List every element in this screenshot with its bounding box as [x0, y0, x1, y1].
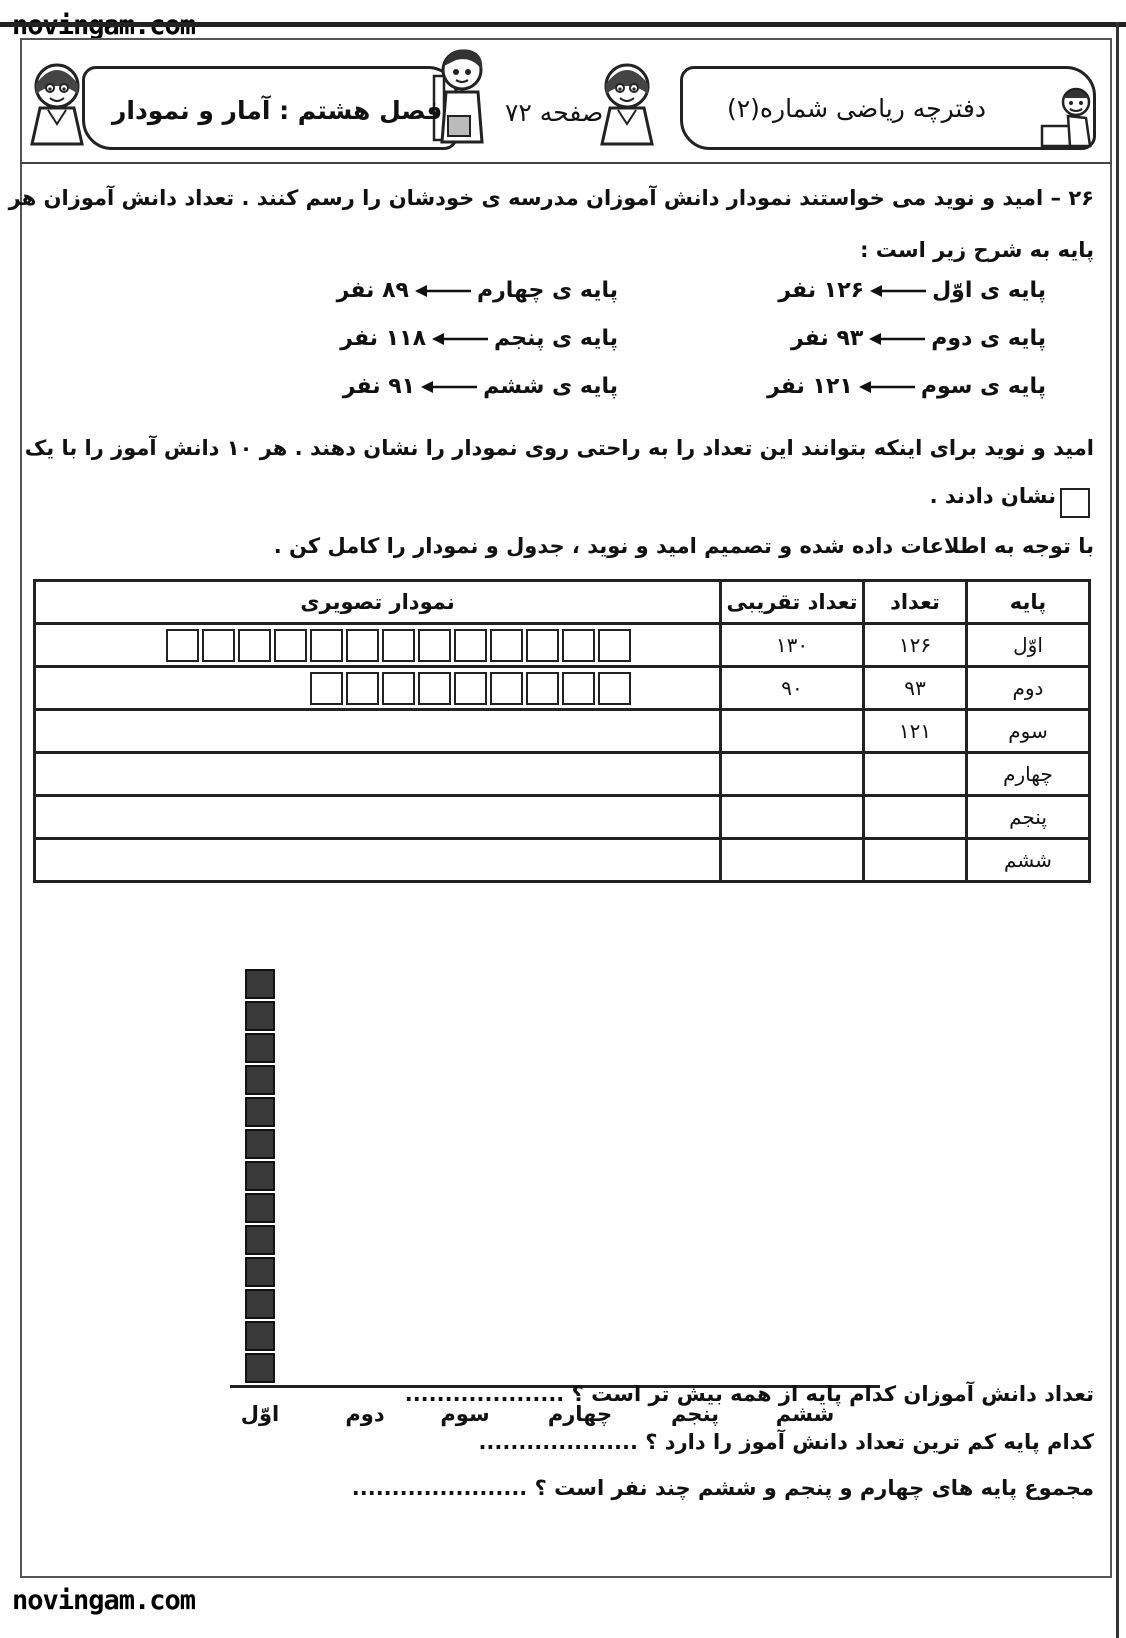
- pictogram-unit-box: [562, 629, 595, 662]
- arrow-left-icon: [432, 332, 488, 346]
- notebook-title: دفترچه ریاضی شماره(۲): [726, 94, 986, 123]
- grade-count: ۹۳ نفر: [790, 326, 864, 351]
- grade-list-item: [343, 374, 618, 399]
- header-pictogram: نمودار تصویری: [35, 581, 721, 624]
- pictogram-unit-box: [418, 629, 451, 662]
- grades-table: [33, 579, 1091, 883]
- cell-count: [864, 839, 967, 882]
- cell-pictogram: [35, 710, 721, 753]
- girl-character-icon: [596, 58, 658, 146]
- pictogram-unit-box: [202, 629, 235, 662]
- grade-name: پایه ی ششم: [483, 374, 618, 399]
- table-row: [35, 624, 1090, 667]
- grade-list-item: [337, 278, 618, 303]
- pictogram-chart: [230, 940, 890, 1426]
- question-2: کدام پایه کم ترین تعداد دانش آموز را دارد ؟ ....................: [478, 1430, 1094, 1454]
- cell-count: ۹۳: [864, 667, 967, 710]
- x-tick-label: پنجم: [670, 1402, 720, 1426]
- table-row: [35, 796, 1090, 839]
- cell-pictogram: [35, 796, 721, 839]
- question-1: تعداد دانش آموزان کدام پایه از همه بیش تر است ؟ ....................: [404, 1382, 1094, 1406]
- table-header-row: [35, 581, 1090, 624]
- arrow-left-icon: [415, 284, 471, 298]
- grade-list-item: [767, 374, 1046, 399]
- grade-list-item: [791, 326, 1046, 351]
- chapter-title: فصل هشتم : آمار و نمودار: [112, 96, 443, 125]
- x-tick-label: چهارم: [547, 1402, 613, 1426]
- cell-pictogram: [35, 667, 721, 710]
- chart-bar-unit: [245, 1033, 275, 1063]
- pictogram-unit-box: [238, 629, 271, 662]
- header-count: تعداد: [864, 581, 967, 624]
- cell-approx: ۱۳۰: [721, 624, 864, 667]
- grade-name: پایه ی دوم: [931, 326, 1046, 351]
- chart-bar-unit: [245, 969, 275, 999]
- grade-count: ۱۱۸ نفر: [340, 326, 427, 351]
- chart-bar-unit: [245, 1321, 275, 1351]
- x-tick-label: سوم: [440, 1402, 490, 1426]
- cell-pictogram: [35, 753, 721, 796]
- cell-count: [864, 796, 967, 839]
- chart-bar-unit: [245, 1129, 275, 1159]
- pictogram-unit-box: [562, 672, 595, 705]
- chart-bar-unit: [245, 1193, 275, 1223]
- x-tick-label: اوّل: [240, 1402, 280, 1426]
- problem-line-5: با توجه به اطلاعات داده شده و تصمیم امید و نوید ، جدول و نمودار را کامل کن .: [273, 534, 1094, 558]
- grade-name: پایه ی اوّل: [932, 278, 1046, 303]
- pictogram-unit-box: [454, 629, 487, 662]
- chart-bar-unit: [245, 1065, 275, 1095]
- header-grade: پایه: [967, 581, 1090, 624]
- pictogram-unit-box: [382, 672, 415, 705]
- problem-line-4: نشان دادند .: [929, 484, 1056, 508]
- arrow-left-icon: [421, 380, 477, 394]
- arrow-left-icon: [870, 284, 926, 298]
- x-tick-label: دوم: [345, 1402, 385, 1426]
- chart-bar-unit: [245, 1289, 275, 1319]
- cell-approx: [721, 839, 864, 882]
- problem-line-1: ۲۶ – امید و نوید می خواستند نمودار دانش آموزان مدرسه ی خودشان را رسم کنند . تعداد دانش آموزان هر: [8, 186, 1094, 210]
- grade-count: ۸۹ نفر: [336, 278, 409, 303]
- grade-count: ۱۲۱ نفر: [767, 374, 853, 399]
- cell-pictogram: [35, 624, 721, 667]
- x-tick-label: ششم: [775, 1402, 835, 1426]
- arrow-left-icon: [859, 380, 915, 394]
- cell-count: [864, 753, 967, 796]
- student-reading-icon: [1040, 84, 1098, 150]
- pictogram-unit-box: [418, 672, 451, 705]
- table-row: [35, 667, 1090, 710]
- cell-grade: دوم: [967, 667, 1090, 710]
- watermark-bottom: novingam.com: [12, 1585, 196, 1616]
- grade-count: ۱۲۶ نفر: [778, 278, 865, 303]
- pictogram-unit-box: [598, 672, 631, 705]
- chart-bar-unit: [245, 1161, 275, 1191]
- pictogram-unit-box: [346, 629, 379, 662]
- pictogram-unit-box: [454, 672, 487, 705]
- header-approx: تعداد تقریبی: [721, 581, 864, 624]
- pictogram-unit-box: [310, 629, 343, 662]
- chart-bar-unit: [245, 1257, 275, 1287]
- chart-bar-unit: [245, 1225, 275, 1255]
- cell-grade: چهارم: [967, 753, 1090, 796]
- question-3: مجموع پایه های چهارم و پنجم و ششم چند نفر است ؟ ......................: [351, 1476, 1094, 1500]
- cell-approx: [721, 796, 864, 839]
- page-number: صفحه ۷۲: [505, 98, 604, 127]
- grade-name: پایه ی چهارم: [476, 278, 618, 303]
- right-edge-rule: [1116, 22, 1119, 1638]
- pictogram-unit-box: [346, 672, 379, 705]
- header-divider: [20, 162, 1112, 164]
- girl-character-left-icon: [26, 58, 88, 146]
- cell-grade: سوم: [967, 710, 1090, 753]
- pictogram-unit-box: [598, 629, 631, 662]
- problem-line-3: امید و نوید برای اینکه بتوانند این تعداد را به راحتی روی نمودار را نشان دهند . هر ۱۰ دانش آموز را با یک: [24, 436, 1094, 460]
- cell-count: ۱۲۶: [864, 624, 967, 667]
- pictogram-unit-box: [274, 629, 307, 662]
- grade-list-item: [340, 326, 618, 351]
- pictogram-unit-box: [526, 629, 559, 662]
- pictogram-unit-box: [526, 672, 559, 705]
- grade-count: ۹۱ نفر: [342, 374, 416, 399]
- pictogram-unit-box: [490, 629, 523, 662]
- cell-approx: [721, 753, 864, 796]
- cell-approx: ۹۰: [721, 667, 864, 710]
- pictogram-unit-box: [490, 672, 523, 705]
- top-rule: [0, 22, 1126, 27]
- cell-pictogram: [35, 839, 721, 882]
- cell-grade: پنجم: [967, 796, 1090, 839]
- chart-bar-unit: [245, 1353, 275, 1383]
- cell-grade: ششم: [967, 839, 1090, 882]
- cell-grade: اوّل: [967, 624, 1090, 667]
- grade-list-item: [778, 278, 1046, 303]
- cell-approx: [721, 710, 864, 753]
- unit-square-icon: [1060, 488, 1090, 518]
- grade-name: پایه ی سوم: [920, 374, 1046, 399]
- problem-line-2: پایه به شرح زیر است :: [860, 238, 1094, 262]
- chart-bar-unit: [245, 1001, 275, 1031]
- pictogram-unit-box: [166, 629, 199, 662]
- table-row: [35, 753, 1090, 796]
- pictogram-unit-box: [310, 672, 343, 705]
- table-row: [35, 710, 1090, 753]
- table-row: [35, 839, 1090, 882]
- chart-bar-unit: [245, 1097, 275, 1127]
- grade-name: پایه ی پنجم: [494, 326, 618, 351]
- cell-count: ۱۲۱: [864, 710, 967, 753]
- pictogram-unit-box: [382, 629, 415, 662]
- arrow-left-icon: [869, 332, 925, 346]
